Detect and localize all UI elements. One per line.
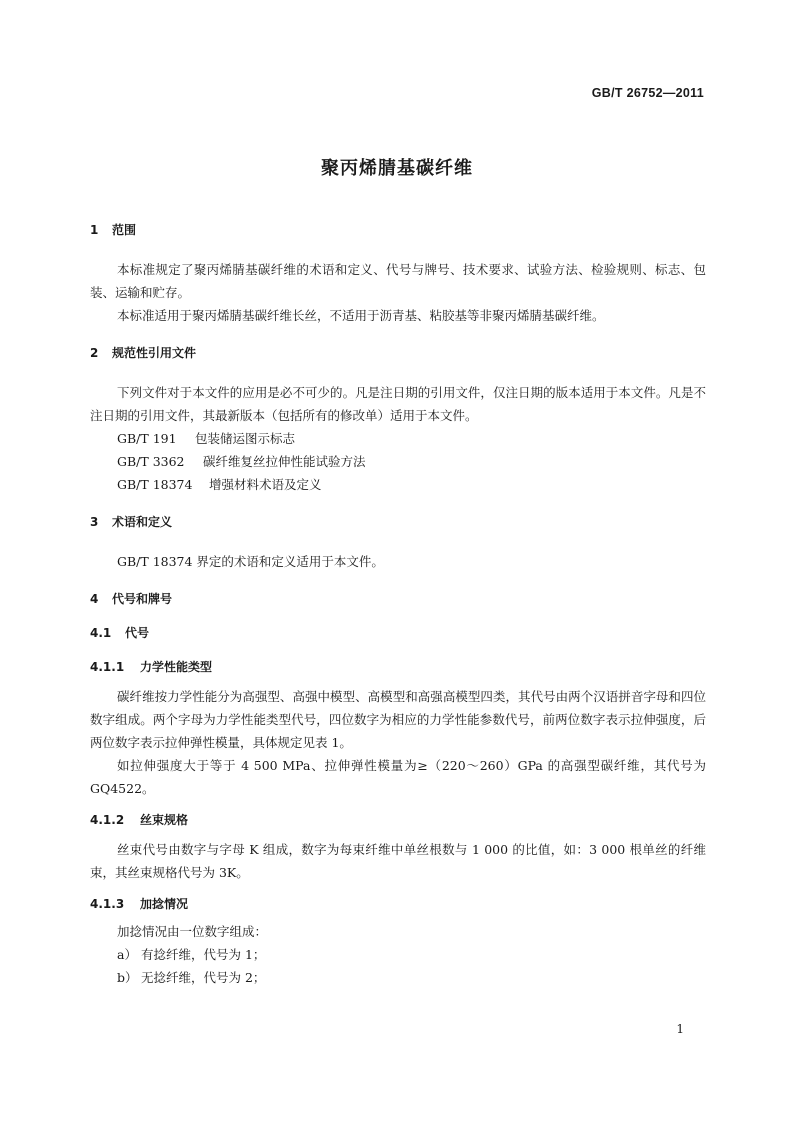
subsection-heading-4-1-1 <box>90 655 706 679</box>
reference-code: GB/T 18374 <box>117 477 193 492</box>
section-title: 代号和牌号 <box>112 592 173 606</box>
section-heading-4 <box>90 587 706 611</box>
reference-item <box>90 450 706 473</box>
reference-name: 碳纤维复丝拉伸性能试验方法 <box>203 454 366 469</box>
section-number: 4.1.3 <box>90 897 125 911</box>
reference-item <box>90 427 706 450</box>
reference-code: GB/T 191 <box>117 431 177 446</box>
section-title: 规范性引用文件 <box>112 346 197 360</box>
list-item-label: b） <box>117 970 138 985</box>
section-heading-3 <box>90 510 706 534</box>
section-number: 4.1.2 <box>90 813 125 827</box>
section-title: 范围 <box>112 223 137 237</box>
list-item-text: 无捻纤维，代号为 2； <box>141 970 266 985</box>
document-title: 聚丙烯腈基碳纤维 <box>321 158 473 179</box>
section-number: 1 <box>90 223 99 237</box>
section-number: 4.1.1 <box>90 660 125 674</box>
reference-name: 包装储运图示标志 <box>195 431 296 446</box>
reference-code: GB/T 3362 <box>117 454 185 469</box>
section-number: 4 <box>90 592 99 606</box>
paragraph: 本标准适用于聚丙烯腈基碳纤维长丝，不适用于沥青基、粘胶基等非聚丙烯腈基碳纤维。 <box>117 308 605 323</box>
section-number: 2 <box>90 346 99 360</box>
document-body <box>90 218 706 989</box>
subsection-heading-4-1 <box>90 621 706 645</box>
section-title: 术语和定义 <box>112 515 173 529</box>
paragraph: 加捻情况由一位数字组成： <box>117 924 268 939</box>
section-number: 3 <box>90 515 99 529</box>
section-title: 力学性能类型 <box>140 660 213 674</box>
section-title: 代号 <box>125 626 150 640</box>
subsection-heading-4-1-2 <box>90 808 706 832</box>
paragraph: GB/T 18374 界定的术语和定义适用于本文件。 <box>117 554 384 569</box>
paragraph: 如拉伸强度大于等于 4 500 MPa、拉伸弹性模量为≥（220～260）GPa 的高强型碳纤维，其代号为 GQ4522。 <box>90 758 706 796</box>
section-heading-2 <box>90 341 706 365</box>
standard-number: GB/T 26752—2011 <box>591 86 704 100</box>
reference-name: 增强材料术语及定义 <box>209 477 322 492</box>
list-item <box>90 966 706 989</box>
paragraph: 丝束代号由数字与字母 K 组成，数字为每束纤维中单丝根数与 1 000 的比值，如：3 000 根单丝的纤维束，其丝束规格代号为 3K。 <box>90 842 706 880</box>
section-title: 加捻情况 <box>140 897 189 911</box>
section-title: 丝束规格 <box>140 813 189 827</box>
paragraph: 碳纤维按力学性能分为高强型、高强中模型、高模型和高强高模型四类，其代号由两个汉语拼音字母和四位数字组成。两个字母为力学性能类型代号，四位数字为相应的力学性能参数代号，前两位数字表示拉伸强度，后两位数字表示拉伸弹性模量，具体规定见表 1。 <box>90 689 706 750</box>
paragraph: 本标准规定了聚丙烯腈基碳纤维的术语和定义、代号与牌号、技术要求、试验方法、检验规则、标志、包装、运输和贮存。 <box>90 262 706 300</box>
list-item <box>90 943 706 966</box>
reference-item <box>90 473 706 496</box>
list-item-text: 有捻纤维，代号为 1； <box>141 947 266 962</box>
page-number: 1 <box>676 1022 684 1036</box>
paragraph: 下列文件对于本文件的应用是必不可少的。凡是注日期的引用文件，仅注日期的版本适用于本文件。凡是不注日期的引用文件，其最新版本（包括所有的修改单）适用于本文件。 <box>90 385 706 423</box>
section-heading-1 <box>90 218 706 242</box>
subsection-heading-4-1-3 <box>90 892 706 916</box>
list-item-label: a） <box>117 947 137 962</box>
section-number: 4.1 <box>90 626 112 640</box>
